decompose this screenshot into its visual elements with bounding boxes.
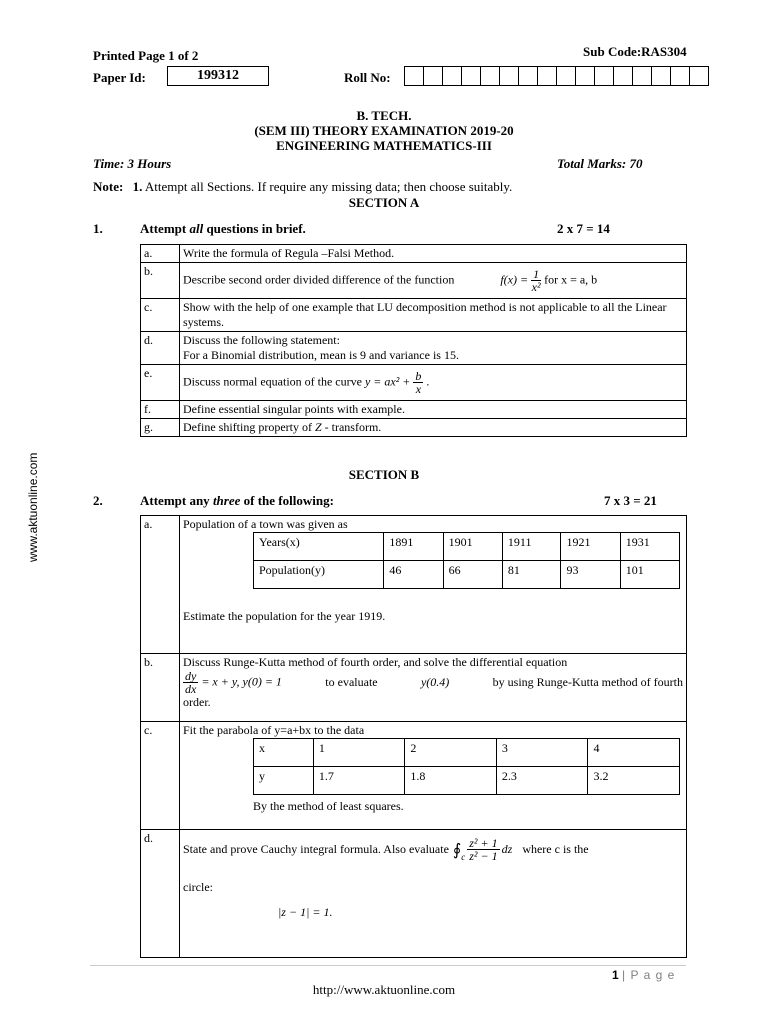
section-b-table <box>140 515 687 958</box>
q1-instruction: Attempt all questions in brief. <box>140 221 306 236</box>
q1-marks: 2 x 7 = 14 <box>557 221 610 236</box>
note <box>93 179 512 195</box>
item-label: d. <box>141 830 180 958</box>
total-marks: Total Marks: 70 <box>557 156 643 171</box>
item-text: Write the formula of Regula –Falsi Method. <box>180 245 687 263</box>
subject-title: ENGINEERING MATHEMATICS-III <box>276 138 492 153</box>
page-footer: 1 | P a g e <box>612 968 676 982</box>
item-b: Describe second order divided difference of the function f(x) = $\frac{1}{\text{x²}}$ for x = a, b <box>180 263 687 299</box>
q2-number: 2. <box>93 493 103 508</box>
table-row <box>141 332 687 365</box>
item-label: a. <box>141 245 180 263</box>
item-label: g. <box>141 419 180 437</box>
paper-id-label: Paper Id: <box>93 70 146 85</box>
q1-number: 1. <box>93 221 103 236</box>
footer-rule <box>90 965 686 966</box>
table-row <box>141 365 687 401</box>
item-text: Show with the help of one example that LU decomposition method is not applicable to all the Linear systems. <box>180 299 687 332</box>
table-row: x 1 2 3 4 <box>254 739 680 767</box>
section-a-title: SECTION A <box>348 195 420 210</box>
sub-code: Sub Code:RAS304 <box>583 44 687 59</box>
item-text: Define essential singular points with example. <box>180 401 687 419</box>
item-text: Discuss the following statement: For a Binomial distribution, mean is 9 and variance is 15. <box>180 332 687 365</box>
item-label: b. <box>141 263 180 299</box>
table-row <box>141 516 687 654</box>
table-row <box>141 245 687 263</box>
q2-marks: 7 x 3 = 21 <box>604 493 657 508</box>
roll-no-label: Roll No: <box>344 70 391 85</box>
section-b-title: SECTION B <box>348 467 420 482</box>
table-row: y 1.7 1.8 2.3 3.2 <box>254 767 680 795</box>
degree-title: B. TECH. <box>356 108 412 123</box>
table-row <box>141 299 687 332</box>
footer-url: http://www.aktuonline.com <box>312 982 456 997</box>
item-e: Discuss normal equation of the curve y = ax² + $\frac{b}{x}$ . <box>180 365 687 401</box>
note-number: 1. <box>132 179 143 194</box>
item-label: a. <box>141 516 180 654</box>
table-row <box>141 722 687 830</box>
side-watermark: www.aktuonline.com <box>26 452 40 562</box>
item-label: b. <box>141 654 180 722</box>
population-table <box>253 532 680 589</box>
printed-page: Printed Page 1 of 2 <box>93 48 199 63</box>
table-row: Population(y) 46 66 81 93 101 <box>254 561 680 589</box>
exam-title: (SEM III) THEORY EXAMINATION 2019-20 <box>254 123 514 138</box>
contour-integral-symbol: ∮ <box>452 841 462 859</box>
roll-no-boxes <box>404 66 709 86</box>
item-2a: Population of a town was given as Years(x) 1891 1901 1911 1921 1931 Population(y) 46 66 81 93 101 Estimate the population for the year 1919. <box>180 516 687 654</box>
table-row <box>141 401 687 419</box>
item-2c: Fit the parabola of y=a+bx to the data x 1 2 3 4 y 1.7 1.8 2.3 3.2 By the method of least squares. <box>180 722 687 830</box>
item-label: f. <box>141 401 180 419</box>
item-2d: State and prove Cauchy integral formula. Also evaluate ∮ c $\frac{\text{z² + 1}}{\text{z² − 1}}$ dz where c is the circle: |z − 1| = 1. <box>180 830 687 958</box>
item-label: c. <box>141 722 180 830</box>
q2-instruction: Attempt any three of the following: <box>140 493 334 508</box>
table-row <box>141 419 687 437</box>
item-g: Define shifting property of Z - transform. <box>180 419 687 437</box>
item-label: d. <box>141 332 180 365</box>
table-row <box>141 263 687 299</box>
table-row: Years(x) 1891 1901 1911 1921 1931 <box>254 533 680 561</box>
note-label: Note: <box>93 179 124 194</box>
item-label: c. <box>141 299 180 332</box>
table-row <box>141 654 687 722</box>
item-label: e. <box>141 365 180 401</box>
parabola-data-table <box>253 738 680 795</box>
section-a-table <box>140 244 687 437</box>
item-2b: Discuss Runge-Kutta method of fourth order, and solve the differential equation $\frac{dy}{dx}$ = x + y, y(0) = 1 to evaluate y(0.4) by using Runge-Kutta method of fourth order. <box>180 654 687 722</box>
time-label: Time: 3 Hours <box>93 156 172 171</box>
paper-id-value: 199312 <box>167 66 269 86</box>
table-row <box>141 830 687 958</box>
note-text: Attempt all Sections. If require any missing data; then choose suitably. <box>144 179 513 194</box>
